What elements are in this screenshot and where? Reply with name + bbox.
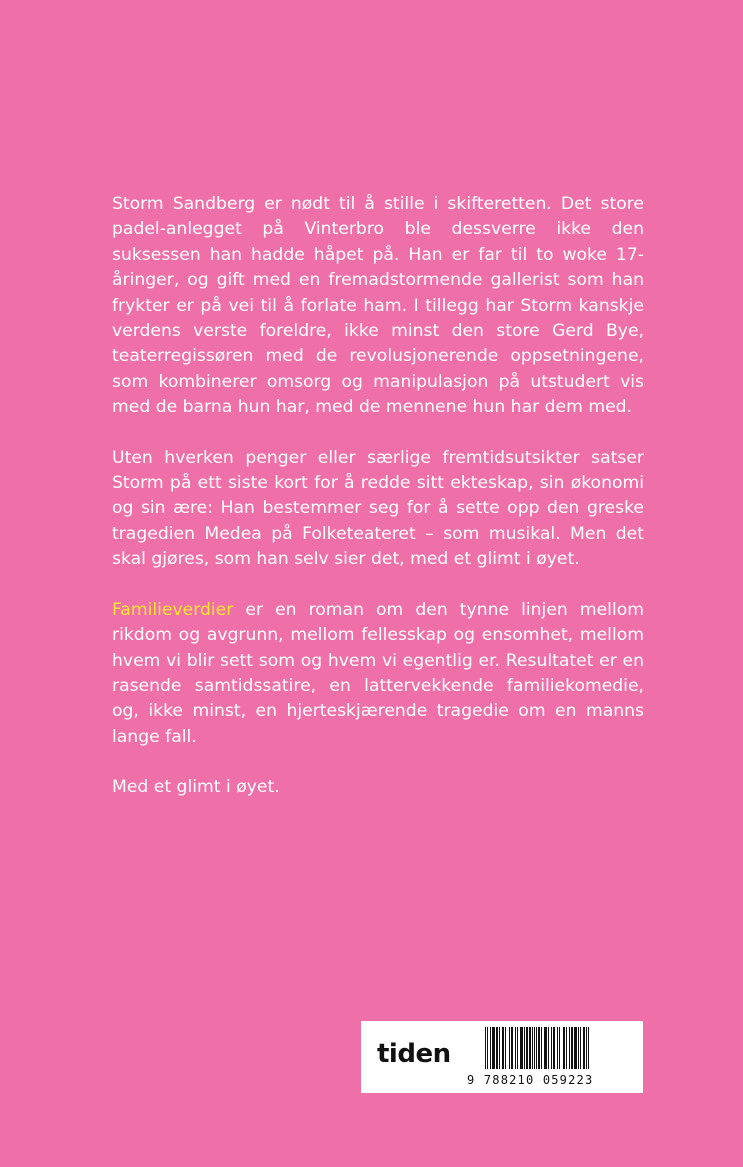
barcode-bar: [538, 1027, 540, 1069]
isbn-digits: 9 788210 059223: [467, 1073, 594, 1087]
barcode-bar: [571, 1027, 573, 1069]
barcode-bar: [583, 1027, 585, 1069]
barcode-bar: [529, 1027, 531, 1069]
barcode-bar: [517, 1027, 518, 1069]
barcode-bar: [557, 1027, 558, 1069]
blurb-paragraph-1: Storm Sandberg er nødt til å stille i skifteretten. Det store padel-anlegget på Vinterbro ble dessverre ikke den suksessen han hadde håpet på. Han er far til to woke 17-åringer, og gift med en fremadstormende gallerist som han frykter er på vei til å forlate ham. I tillegg har Storm kanskje verdens verste foreldre, ikke minst den store Gerd Bye, teaterregissøren med de revolusjonerende oppsetningene, som kombinerer omsorg og manipulasjon på utstudert vis med de barna hun har, med de mennene hun har dem med.: [112, 194, 644, 418]
barcode-bar: [490, 1027, 491, 1069]
back-cover-text: [112, 192, 644, 826]
barcode-bar: [502, 1027, 504, 1069]
barcode-bar: [515, 1027, 516, 1069]
barcode-bar: [574, 1027, 577, 1069]
barcode-bar: [553, 1027, 555, 1069]
barcode-bar: [526, 1027, 528, 1069]
barcode-bar: [499, 1027, 500, 1069]
barcode-bar: [588, 1027, 589, 1069]
barcode-bar: [563, 1027, 565, 1069]
tagline: Med et glimt i øyet.: [112, 777, 280, 798]
barcode-bar: [511, 1027, 513, 1069]
barcode-bar: [536, 1027, 537, 1069]
barcode-bar: [566, 1027, 567, 1069]
barcode-bar: [485, 1027, 486, 1069]
barcode-bar: [548, 1027, 549, 1069]
isbn-barcode: [483, 1027, 637, 1071]
barcode-bar: [569, 1027, 570, 1069]
blurb-paragraph-3-text: er en roman om den tynne linjen mellom rikdom og avgrunn, mellom fellesskap og ensomhet, mellom hvem vi blir sett som og hvem vi egentlig er. Resultatet er en rasende samtidssatire, en lattervekkende familiekomedie, og, ikke minst, en hjerteskjærende tragedie om en manns lange fall.: [112, 599, 644, 747]
barcode-bar: [544, 1027, 547, 1069]
barcode-bar: [524, 1027, 525, 1069]
barcode-bar: [505, 1027, 506, 1069]
barcode-panel: [361, 1021, 643, 1093]
barcode-bar: [580, 1027, 581, 1069]
barcode-bar: [559, 1027, 560, 1069]
barcode-bar: [532, 1027, 533, 1069]
barcode-bar: [541, 1027, 542, 1069]
blurb-paragraph-3: [112, 598, 644, 750]
blurb-paragraph-2: Uten hverken penger eller særlige fremtidsutsikter satser Storm på ett siste kort for å redde sitt ekteskap, sin økonomi og sin ære: Han bestemmer seg for å sette opp den greske tragedien Medea på Folketeateret – som musikal. Men det skal gjøres, som han selv sier det, med et glimt i øyet.: [112, 447, 644, 570]
barcode-bar: [551, 1027, 552, 1069]
barcode-bar: [509, 1027, 510, 1069]
barcode-bar: [496, 1027, 498, 1069]
barcode-bar: [534, 1027, 535, 1069]
publisher-logo: tiden: [377, 1039, 451, 1069]
book-title-highlight: Familieverdier: [112, 599, 234, 620]
barcode-bar: [492, 1027, 495, 1069]
barcode-bar: [487, 1027, 488, 1069]
barcode-bar: [520, 1027, 523, 1069]
barcode-bar: [578, 1027, 579, 1069]
barcode-bar: [586, 1027, 587, 1069]
